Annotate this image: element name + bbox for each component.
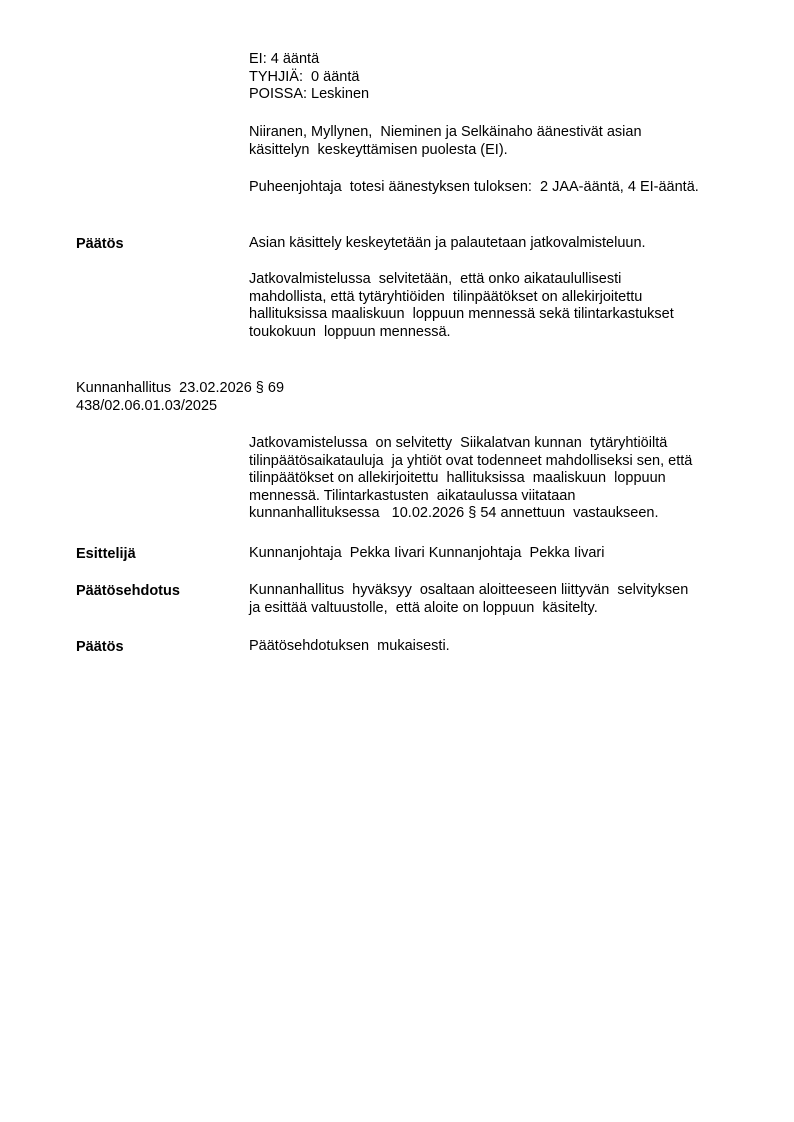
- text-line: Niiranen, Myllynen, Nieminen ja Selkäinaho äänestivät asian: [249, 124, 642, 140]
- meeting-header: [76, 380, 284, 415]
- decision-text: [249, 235, 749, 253]
- final-decision-value: [249, 638, 749, 656]
- text-line: kunnanhallituksessa 10.02.2026 § 54 annettuun vastaukseen.: [249, 505, 659, 522]
- meeting-heading: Kunnanhallitus 23.02.2026 § 69: [76, 380, 285, 396]
- text-line: Kunnanhallitus hyväksyy osaltaan aloitteeseen liittyvän selvityksen: [249, 582, 689, 598]
- proposal-label: Päätösehdotus: [76, 583, 180, 599]
- text-line: toukokuun loppuun mennessä.: [249, 323, 451, 340]
- vote-line-absent: POISSA: Leskinen: [249, 86, 370, 103]
- text-line: mennessä. Tilintarkastusten aikataulussa viitataan: [249, 487, 576, 504]
- text-line: ja esittää valtuustolle, että aloite on loppuun käsitelty.: [249, 599, 598, 616]
- decision-label: Päätös: [76, 236, 124, 252]
- text-line: Puheenjohtaja totesi äänestyksen tuloksen: 2 JAA-ääntä, 4 EI-ääntä.: [249, 179, 699, 195]
- final-decision-label: Päätös: [76, 639, 124, 655]
- text-line: tilinpäätökset on allekirjoitettu hallituksissa maaliskuun loppuun: [249, 470, 666, 487]
- presenter-value: [249, 545, 749, 563]
- text-line: Jatkovamistelussa on selvitetty Siikalatvan kunnan tytäryhtiöiltä: [249, 435, 668, 451]
- vote-explanation: [249, 124, 749, 159]
- vote-line-no: EI: 4 ääntä: [249, 51, 320, 67]
- text-line: käsittelyn keskeyttämisen puolesta (EI).: [249, 141, 508, 158]
- vote-result-statement: [249, 179, 749, 197]
- vote-line-empty: TYHJIÄ: 0 ääntä: [249, 68, 360, 85]
- text-line: Jatkovalmistelussa selvitetään, että onko aikataulullisesti: [249, 271, 622, 287]
- preparation-result-text: [249, 435, 749, 523]
- text-line: Asian käsittely keskeytetään ja palautetaan jatkovalmisteluun.: [249, 235, 646, 251]
- text-line: mahdollista, että tytäryhtiöiden tilinpäätökset on allekirjoitettu: [249, 288, 643, 305]
- text-line: hallituksissa maaliskuun loppuun mennessä sekä tilintarkastukset: [249, 306, 674, 323]
- presenter-name: Kunnanjohtaja Pekka Iivari Kunnanjohtaja Pekka Iivari: [249, 545, 605, 561]
- vote-results: [249, 51, 749, 104]
- final-decision-text: Päätösehdotuksen mukaisesti.: [249, 638, 450, 654]
- further-preparation-text: [249, 271, 749, 341]
- text-line: tilinpäätösaikatauluja ja yhtiöt ovat todenneet mahdolliseksi sen, että: [249, 452, 693, 469]
- presenter-label: Esittelijä: [76, 546, 136, 562]
- proposal-text: [249, 582, 749, 617]
- record-reference: 438/02.06.01.03/2025: [76, 397, 218, 414]
